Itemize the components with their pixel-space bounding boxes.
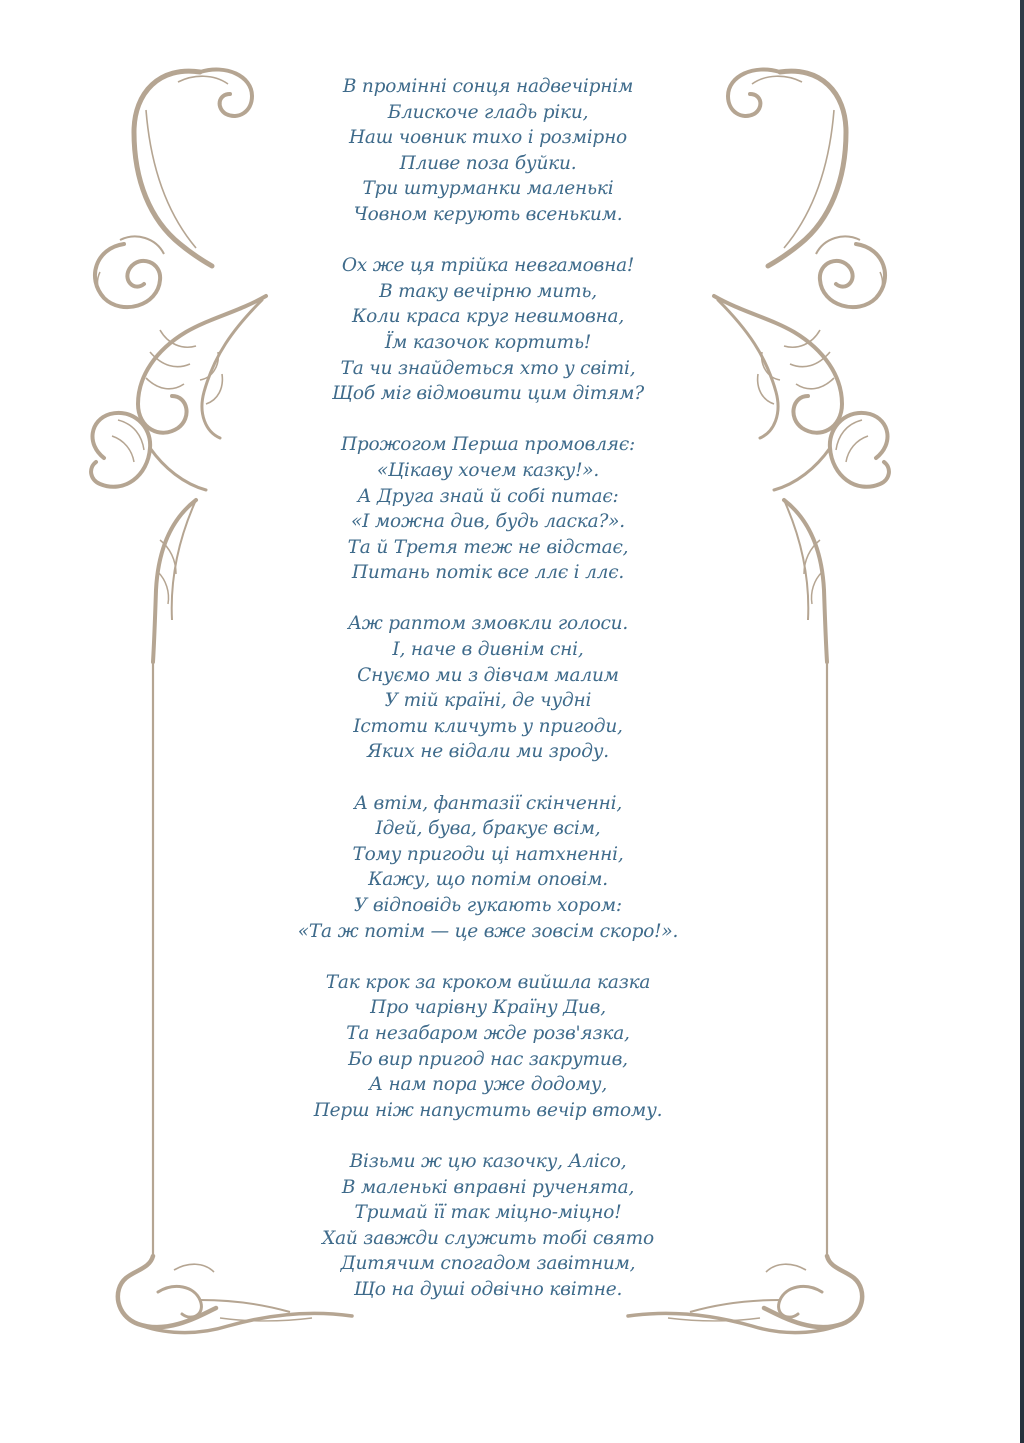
poem-line: Тому пригоди ці натхненні,: [352, 843, 624, 865]
poem-line: Дитячим спогадом завітним,: [340, 1253, 636, 1275]
poem-line: Кажу, що потім оповім.: [368, 869, 608, 891]
poem-line: У тій країні, де чудні: [384, 690, 592, 712]
poem-line: Наш човник тихо і розмірно: [348, 127, 627, 149]
poem-line: А втім, фантазії скінченні,: [353, 792, 623, 814]
poem-line: Прожогом Перша промовляє:: [340, 434, 636, 456]
poem-line: Так крок за кроком вийшла казка: [325, 971, 651, 993]
poem-line: Візьми ж цю казочку, Алісо,: [349, 1150, 627, 1172]
poem-line: Їм казочок кортить!: [384, 331, 592, 353]
poem-line: «І можна див, будь ласка?».: [351, 511, 625, 533]
poem-stanza: [250, 970, 726, 1124]
poem-stanza: [250, 611, 726, 765]
poem-line: А нам пора уже додому,: [369, 1074, 607, 1096]
poem-line: І, наче в дивнім сні,: [392, 639, 584, 661]
poem-stanza: [250, 432, 726, 586]
poem-line: Що на душі одвічно квітне.: [353, 1278, 623, 1300]
poem-line: В маленькі вправні рученята,: [341, 1176, 635, 1198]
poem-line: А Друга знай й собі питає:: [357, 485, 619, 507]
poem-line: Перш ніж напустить вечір втому.: [313, 1099, 663, 1121]
poem-line: Яких не відали ми зроду.: [367, 741, 609, 763]
poem-stanza: [250, 1149, 726, 1303]
poem-line: Хай завжди служить тобі свято: [322, 1227, 654, 1249]
poem-line: Три штурманки маленькі: [362, 178, 614, 200]
poem-line: У відповідь гукають хором:: [354, 895, 622, 916]
poem-line: Коли краса круг невимовна,: [351, 306, 625, 328]
poem-stanza: [250, 74, 726, 228]
poem-line: Ідей, бува, бракує всім,: [375, 818, 601, 840]
poem-line: Снуємо ми з дівчам малим: [357, 664, 619, 686]
page-edge-shadow: [1020, 0, 1024, 1443]
poem-line: В промінні сонця надвечірнім: [342, 76, 634, 97]
poem-line: Та незабаром жде розв'язка,: [346, 1022, 630, 1044]
poem: [250, 74, 726, 1303]
poem-line: В таку вечірню мить,: [379, 280, 597, 302]
poem-stanza: [250, 791, 726, 945]
poem-line: Про чарівну Країну Див,: [370, 997, 606, 1019]
poem-line: Пливе поза буйки.: [399, 152, 577, 174]
poem-line: Ох же ця трійка невгамовна!: [341, 255, 635, 277]
poem-line: «Цікаву хочем казку!».: [376, 459, 600, 481]
poem-line: Тримай її так міцно-міцно!: [354, 1202, 622, 1224]
poem-line: Та й Третя теж не відстає,: [347, 536, 629, 558]
poem-line: Щоб міг відмовити цим дітям?: [332, 383, 644, 405]
poem-line: Істоти кличуть у пригоди,: [353, 715, 623, 737]
poem-line: Аж раптом змовкли голоси.: [347, 613, 629, 635]
poem-line: Блискоче гладь ріки,: [387, 101, 589, 123]
poem-line: Питань потік все ллє і ллє.: [351, 562, 625, 584]
poem-line: Човном керують всеньким.: [353, 203, 623, 225]
poem-line: Бо вир пригод нас закрутив,: [348, 1048, 628, 1070]
poem-line: «Та ж потім — це вже зовсім скоро!».: [297, 920, 679, 942]
poem-line: Та чи знайдеться хто у світі,: [340, 357, 636, 379]
poem-stanza: [250, 253, 726, 407]
